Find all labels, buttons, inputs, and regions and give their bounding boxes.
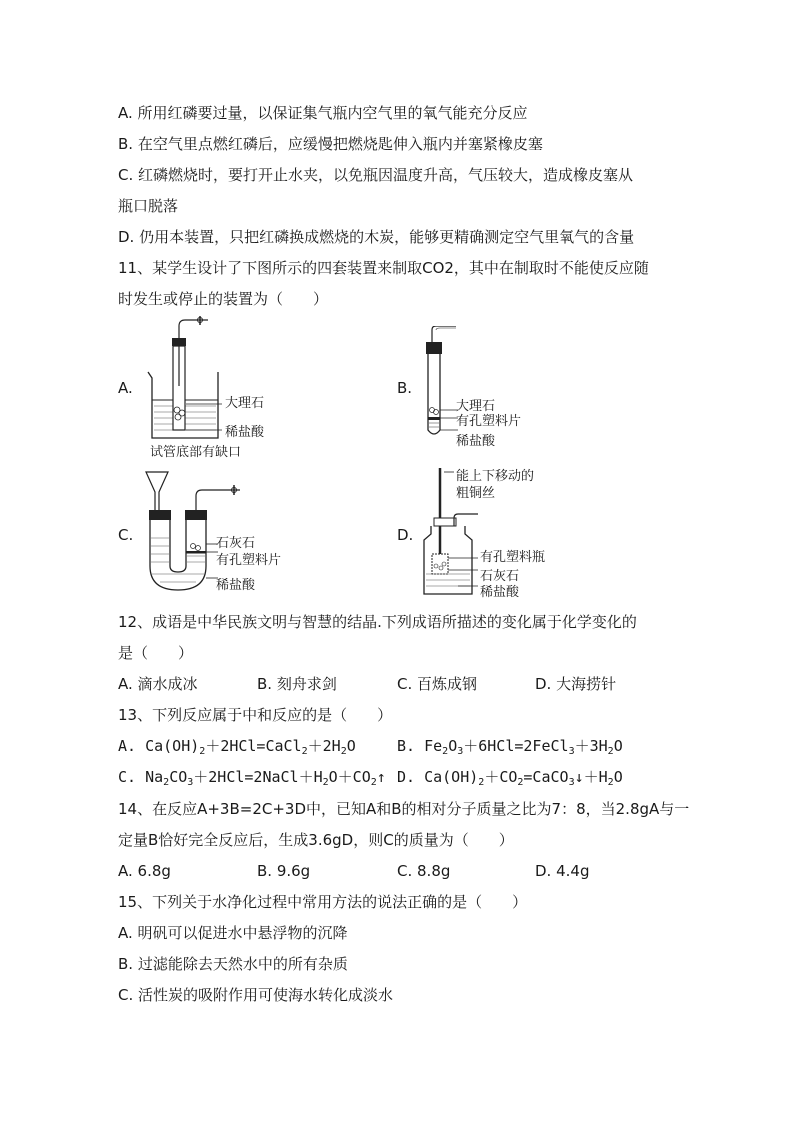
q13-option-d: D. $Ca(OH)_2+CO_2=CaCO_3↓+H_2O$ (397, 768, 623, 788)
fig-c-letter: C. (118, 526, 134, 544)
q13-stem: 13、下列反应属于中和反应的是（ ） (118, 706, 393, 724)
fig-d-lime-label: 石灰石 (480, 569, 520, 584)
q14-option-c: C. 8.8g (397, 862, 451, 880)
fig-a-letter: A. (118, 379, 133, 397)
q14-option-b: B. 9.6g (257, 862, 311, 880)
q14-stem-line1: 14、在反应A+3B=2C+3D中，已知A和B的相对分子质量之比为7：8，当2.8gA与一 (118, 800, 690, 818)
q13-option-b: B. $Fe_2O_3+6HCl=2FeCl_3+3H_2O$ (397, 737, 623, 757)
fig-b-letter: B. (397, 379, 413, 397)
fig-b-plate-label: 有孔塑料片 (456, 414, 522, 429)
q13-option-c: C. $Na_2CO_3+2HCl=2NaCl+H_2O+CO_2↑$ (118, 768, 386, 788)
q11-stem-line1: 11、某学生设计了下图所示的四套装置来制取CO2，其中在制取时不能使反应随 (118, 259, 649, 277)
q11-stem-line2: 时发生或停止的装置为（ ） (118, 290, 329, 308)
fig-c-plate-label: 有孔塑料片 (216, 553, 282, 568)
fig-d-acid-label: 稀盐酸 (480, 585, 520, 600)
q15-option-b: B. 过滤能除去天然水中的所有杂质 (118, 955, 348, 973)
q10-option-a: A. 所用红磷要过量，以保证集气瓶内空气里的氧气能充分反应 (118, 104, 528, 122)
fig-b-apparatus (418, 326, 458, 446)
q15-stem: 15、下列关于水净化过程中常用方法的说法正确的是（ ） (118, 893, 528, 911)
q12-option-c: C. 百炼成钢 (397, 675, 478, 693)
fig-b-marble-label: 大理石 (456, 399, 496, 414)
q12-stem-line1: 12、成语是中华民族文明与智慧的结晶.下列成语所描述的变化属于化学变化的 (118, 613, 637, 631)
q13-option-a: A. $Ca(OH)_2+2HCl=CaCl_2+2H_2O$ (118, 737, 356, 757)
q12-option-d: D. 大海捞针 (535, 675, 617, 693)
q14-option-a: A. 6.8g (118, 862, 171, 880)
fig-a-apparatus (140, 316, 230, 446)
q15-option-c: C. 活性炭的吸附作用可使海水转化成淡水 (118, 986, 394, 1004)
fig-b-acid-label: 稀盐酸 (456, 434, 496, 449)
q10-option-b: B. 在空气里点燃红磷后，应缓慢把燃烧匙伸入瓶内并塞紧橡皮塞 (118, 135, 543, 153)
fig-c-lime-label: 石灰石 (216, 536, 256, 551)
fig-d-letter: D. (397, 526, 414, 544)
fig-d-bottle-label: 有孔塑料瓶 (480, 550, 546, 565)
q12-option-b: B. 刻舟求剑 (257, 675, 337, 693)
fig-d-wire-label-1: 能上下移动的 (456, 469, 535, 484)
q12-option-a: A. 滴水成冰 (118, 675, 198, 693)
q10-option-c-line2: 瓶口脱落 (118, 197, 179, 215)
q14-stem-line2: 定量B恰好完全反应后，生成3.6gD，则C的质量为（ ） (118, 831, 514, 849)
q12-stem-line2: 是（ ） (118, 644, 194, 662)
fig-a-marble-label: 大理石 (225, 396, 265, 411)
q10-option-d: D. 仍用本装置，只把红磷换成燃烧的木炭，能够更精确测定空气里氧气的含量 (118, 228, 635, 246)
fig-d-wire-label-2: 粗铜丝 (456, 486, 496, 501)
fig-a-note: 试管底部有缺口 (150, 445, 242, 460)
fig-c-apparatus (140, 466, 250, 596)
q15-option-a: A. 明矾可以促进水中悬浮物的沉降 (118, 924, 348, 942)
fig-a-acid-label: 稀盐酸 (225, 425, 265, 440)
q10-option-c-line1: C. 红磷燃烧时，要打开止水夹，以免瓶因温度升高，气压较大，造成橡皮塞从 (118, 166, 634, 184)
fig-c-acid-label: 稀盐酸 (216, 578, 256, 593)
q14-option-d: D. 4.4g (535, 862, 590, 880)
